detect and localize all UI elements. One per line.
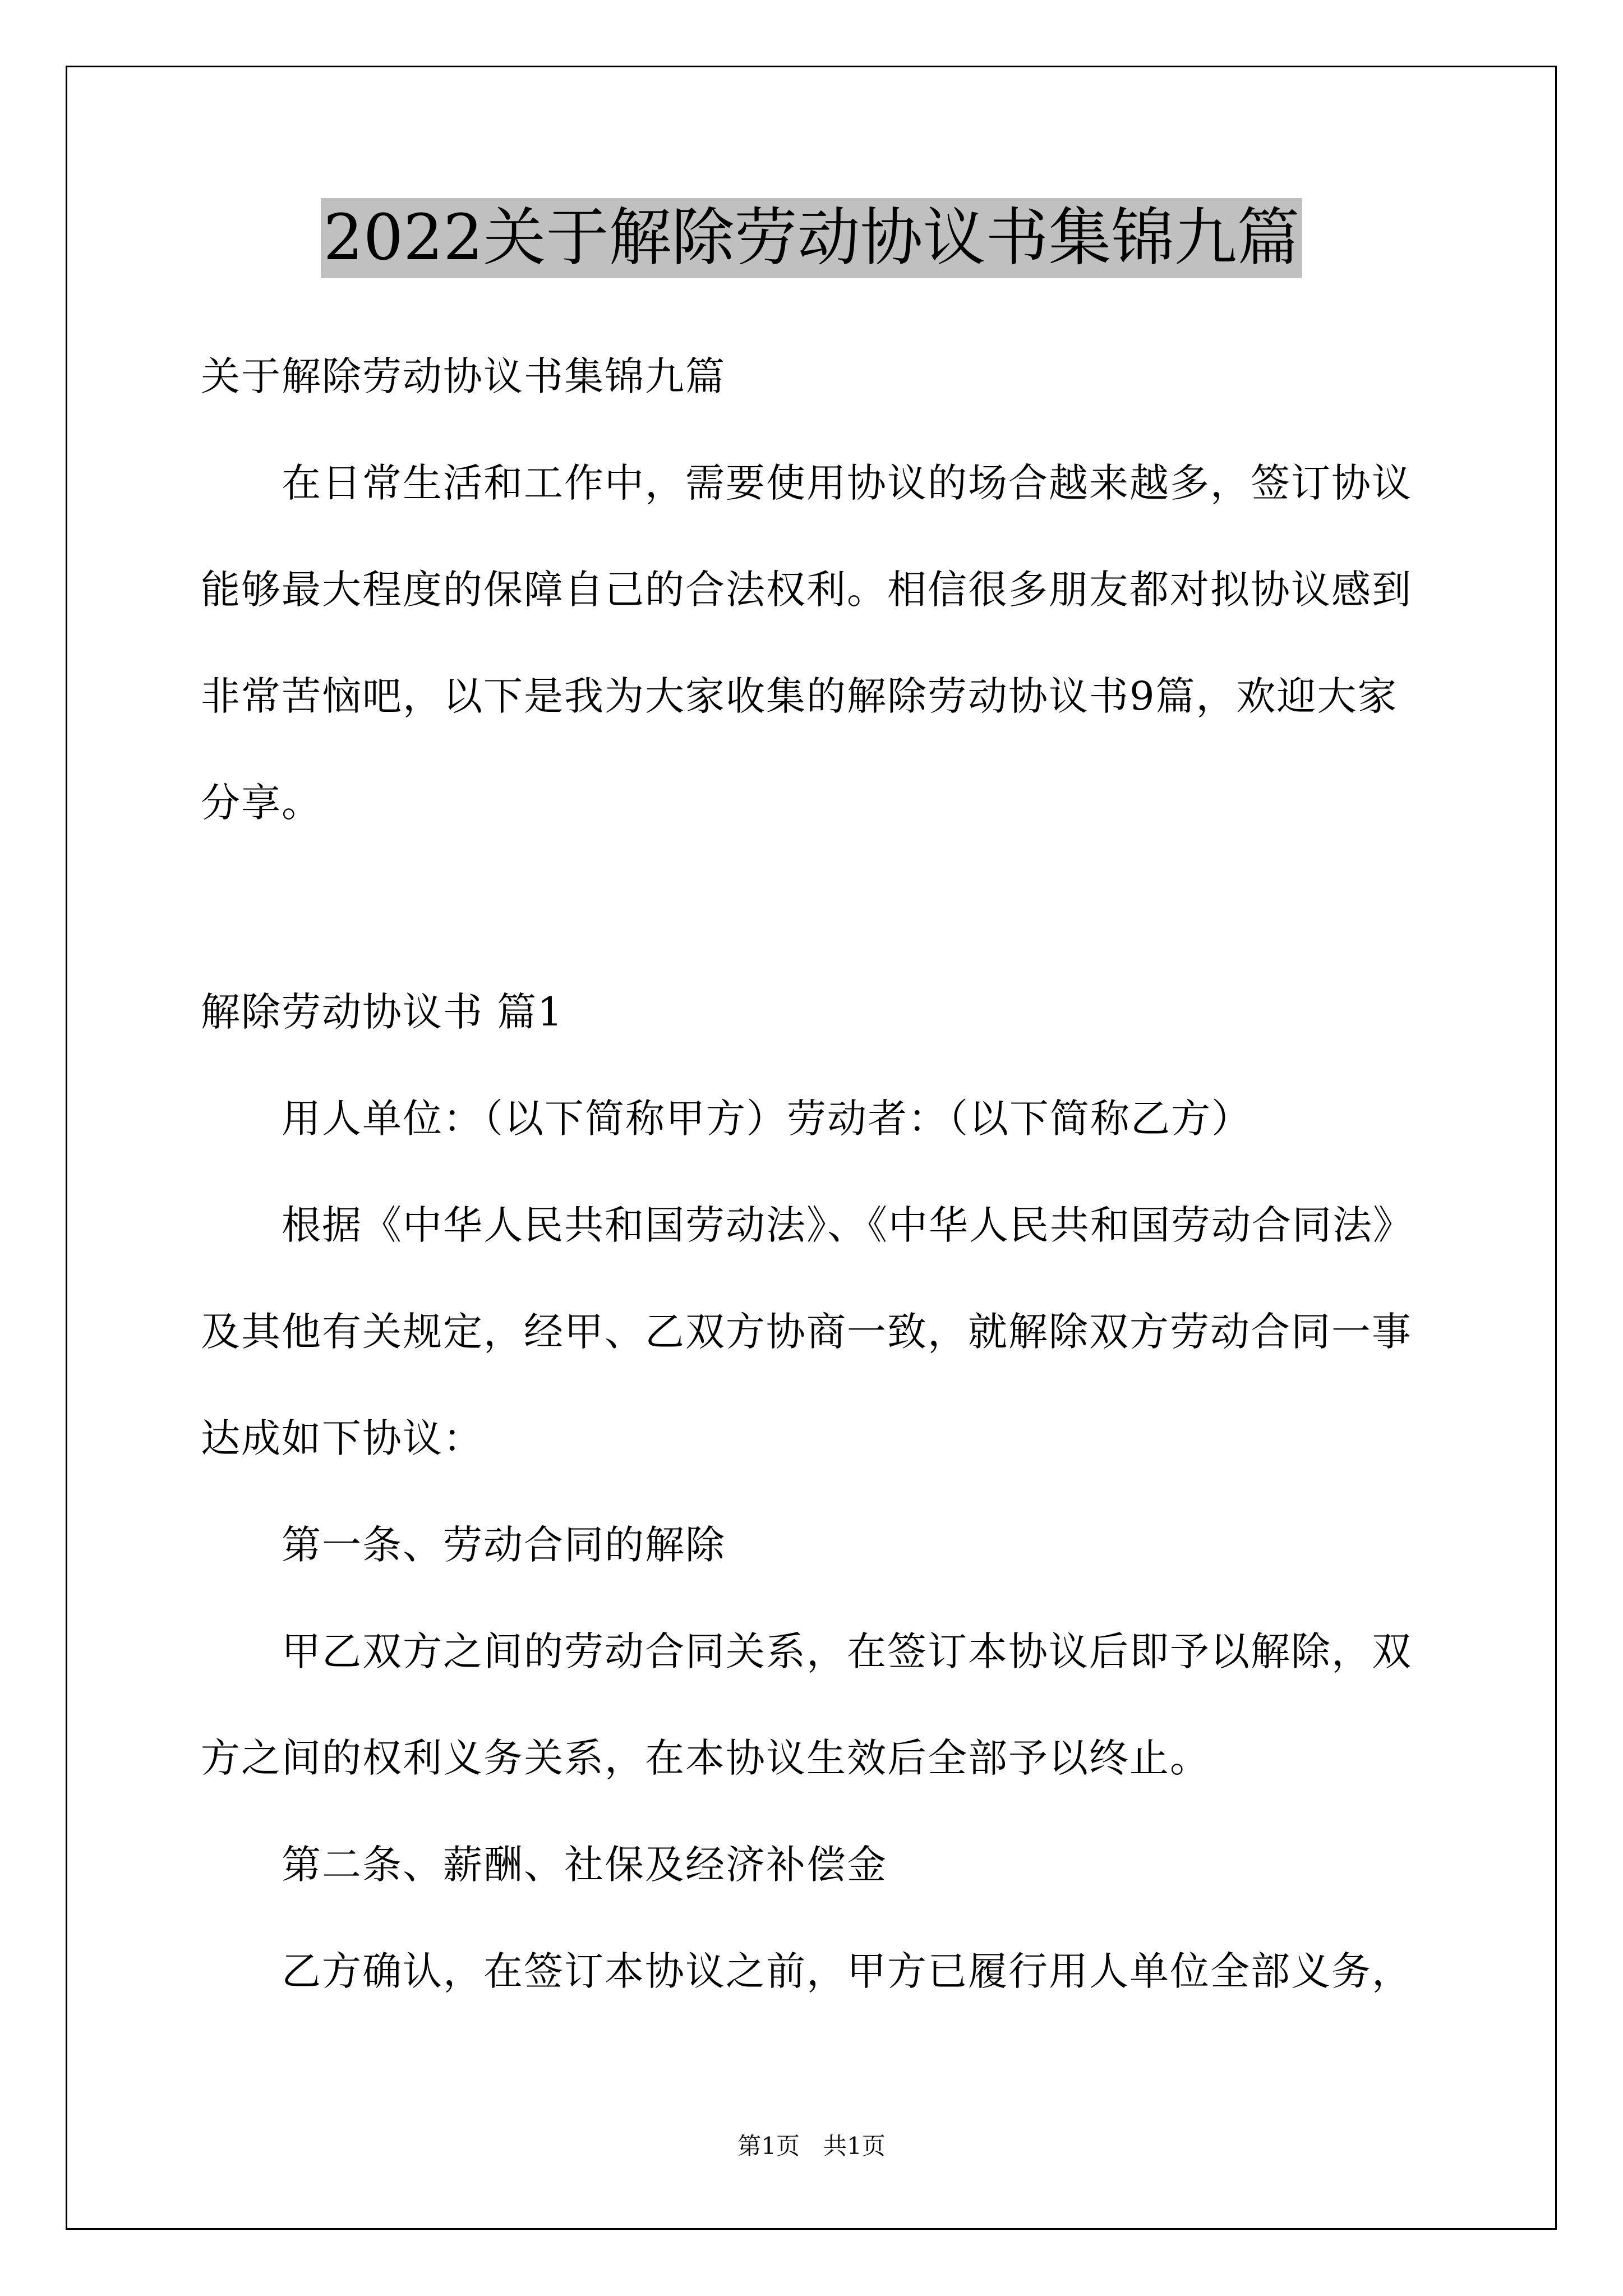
- article-2-heading: 第二条、薪酬、社保及经济补偿金: [282, 1842, 887, 1888]
- page-footer: 第1页 共1页: [737, 2132, 886, 2160]
- parties-paragraph: 用人单位：（以下简称甲方）劳动者：（以下简称乙方）: [282, 1096, 1252, 1142]
- article-1-body: 甲乙双方之间的劳动合同关系，在签订本协议后即予以解除，双方之间的权利义务关系，在本协议生效后全部予以终止。: [201, 1628, 1412, 1781]
- title-container: [0, 198, 1623, 278]
- basis-paragraph: 根据《中华人民共和国劳动法》、《中华人民共和国劳动合同法》及其他有关规定，经甲、乙双方协商一致，就解除双方劳动合同一事达成如下协议：: [201, 1202, 1413, 1461]
- document-body: [201, 323, 1429, 2024]
- subtitle: 关于解除劳动协议书集锦九篇: [201, 353, 726, 399]
- section-heading: 解除劳动协议书 篇1: [201, 989, 564, 1035]
- article-1-heading: 第一条、劳动合同的解除: [282, 1522, 726, 1568]
- document-title: 2022关于解除劳动协议书集锦九篇: [321, 198, 1302, 278]
- article-2-body: 乙方确认，在签订本协议之前，甲方已履行用人单位全部义务，: [282, 1948, 1412, 1994]
- intro-paragraph: 在日常生活和工作中，需要使用协议的场合越来越多，签订协议能够最大程度的保障自己的合法权利。相信很多朋友都对拟协议感到非常苦恼吧，以下是我为大家收集的解除劳动协议书9篇，欢迎大家分享。: [201, 460, 1412, 826]
